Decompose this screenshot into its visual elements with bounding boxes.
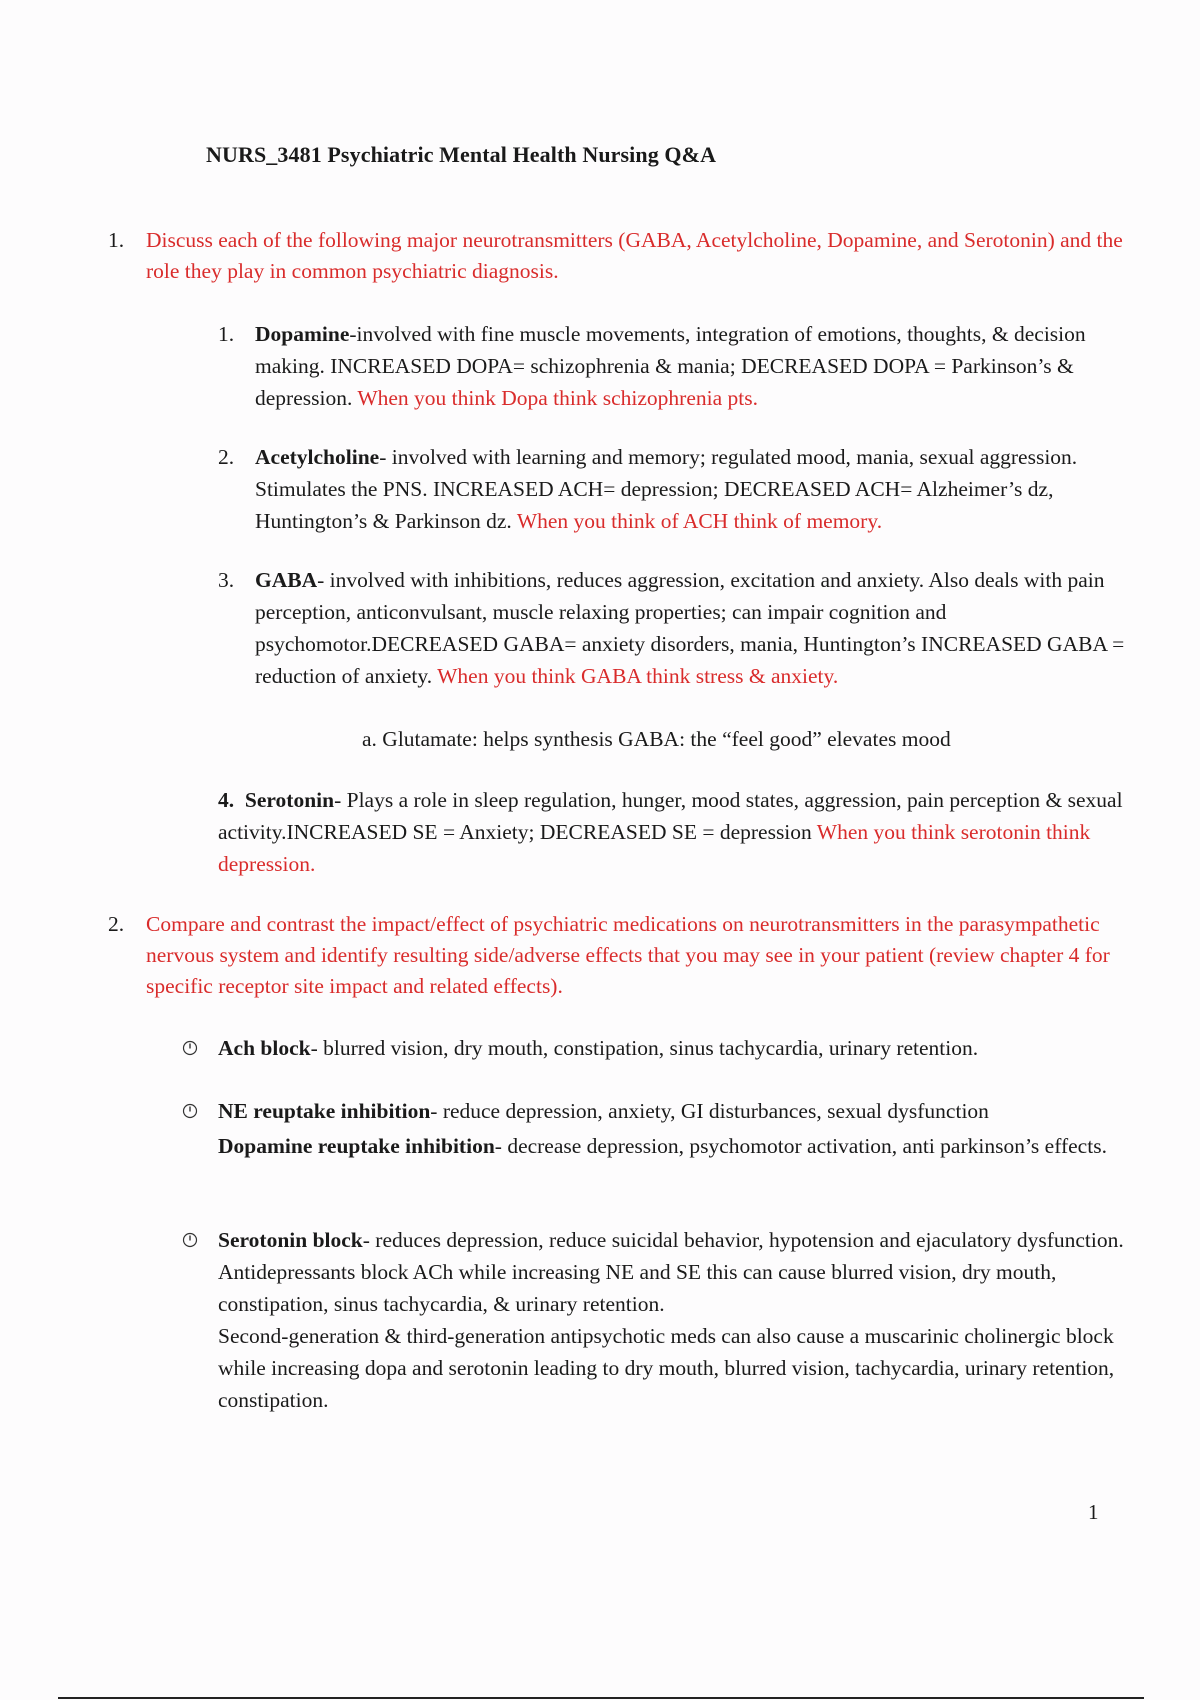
item-note: When you think serotonin think depression. <box>218 820 1091 876</box>
clock-bullet-icon <box>182 1232 198 1248</box>
question-text: Compare and contrast the impact/effect of psychiatric medications on neurotransmitters in the parasympathetic nervous system and identify resulting side/adverse effects that you may see in your patient (review chapter 4 for specific receptor site impact and related effects). <box>146 912 1110 998</box>
question-text: Discuss each of the following major neurotransmitters (GABA, Acetylcholine, Dopamine, and Serotonin) and the role they play in common psychiatric diagnosis. <box>146 228 1123 283</box>
item-body: - involved with learning and memory; regulated mood, mania, sexual aggression. Stimulates the PNS. INCREASED ACH= depression; DECREASED ACH= Alzheimer’s dz, Huntington’s & Parkinson dz. <box>255 445 1078 533</box>
bullet-term: Ach block <box>218 1036 311 1060</box>
item-note: When you think Dopa think schizophrenia pts. <box>357 386 758 410</box>
page-bottom-rule <box>58 1697 1144 1699</box>
item-text <box>255 318 1155 414</box>
item-note: When you think of ACH think of memory. <box>516 509 883 533</box>
item-number: 3. <box>218 568 235 592</box>
bullet-term: NE reuptake inhibition <box>218 1099 431 1123</box>
clock-bullet-icon <box>182 1103 198 1119</box>
bullet-body: - reduces depression, reduce suicidal behavior, hypotension and ejaculatory dysfunction. <box>362 1228 1124 1252</box>
list-item <box>218 784 1148 880</box>
bullet-term: Serotonin block <box>218 1228 363 1252</box>
bullet-term-2: Dopamine reuptake inhibition <box>218 1134 495 1158</box>
item-number: 2. <box>218 445 235 469</box>
question-number: 1. <box>108 228 125 252</box>
bullet-body: - reduce depression, anxiety, GI disturbances, sexual dysfunction <box>430 1099 989 1123</box>
item-text <box>255 564 1155 692</box>
bullet-paragraph: Antidepressants block ACh while increasing NE and SE this can cause blurred vision, dry mouth, constipation, sinus tachycardia, & urinary retention. <box>218 1260 1057 1316</box>
item-body: - Plays a role in sleep regulation, hunger, mood states, aggression, pain perception & sexual activity.INCREASED SE = Anxiety; DECREASED SE = depression <box>218 788 1123 844</box>
item-text <box>255 441 1155 537</box>
bullet-text <box>218 1224 1142 1416</box>
bullet-body-2: - decrease depression, psychomotor activation, anti parkinson’s effects. <box>494 1134 1107 1158</box>
item-note: When you think GABA think stress & anxiety. <box>437 664 839 688</box>
item-term: GABA <box>255 568 318 592</box>
item-number: 4. <box>218 788 235 812</box>
page-title: NURS_3481 Psychiatric Mental Health Nursing Q&A <box>206 142 717 167</box>
question-number: 2. <box>108 912 125 936</box>
clock-bullet-icon <box>182 1040 198 1056</box>
bullet-text <box>218 1032 1142 1064</box>
item-term: Acetylcholine <box>255 445 380 469</box>
item-term: Serotonin <box>244 788 335 812</box>
bullet-text <box>218 1095 1142 1162</box>
item-number: 1. <box>218 322 235 346</box>
item-body: - involved with inhibitions, reduces aggression, excitation and anxiety. Also deals with pain perception, anticonvulsant, muscle relaxing properties; can impair cognition and psychomotor.DECREASED GABA= anxiety disorders, mania, Huntington’s INCREASED GABA = reduction of anxiety. <box>255 568 1125 688</box>
item-body: -involved with fine muscle movements, integration of emotions, thoughts, & decision making. INCREASED DOPA= schizophrenia & mania; DECREASED DOPA = Parkinson’s & depression. <box>255 322 1086 410</box>
sub-item-glutamate: a. Glutamate: helps synthesis GABA: the “feel good” elevates mood <box>362 727 951 751</box>
page-number: 1 <box>1088 1500 1099 1524</box>
item-term: Dopamine <box>255 322 350 346</box>
bullet-body: - blurred vision, dry mouth, constipation, sinus tachycardia, urinary retention. <box>310 1036 979 1060</box>
bullet-paragraph: Second-generation & third-generation antipsychotic meds can also cause a muscarinic cholinergic block while increasing dopa and serotonin leading to dry mouth, blurred vision, tachycardia, urinary retention, constipation. <box>218 1324 1115 1412</box>
